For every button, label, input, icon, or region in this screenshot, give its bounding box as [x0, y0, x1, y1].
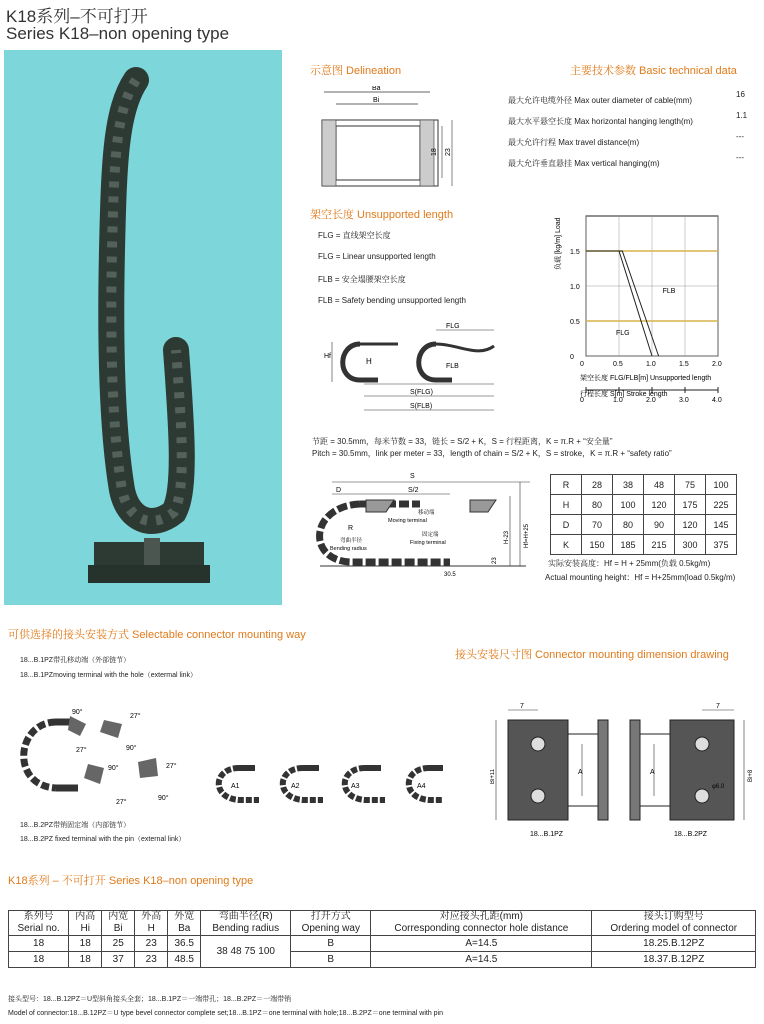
col-opening: 打开方式 Opening way — [291, 911, 371, 936]
delineation-drawing — [318, 86, 468, 194]
chart-series-label: FLB — [662, 288, 676, 295]
chart-xtick: 1.0 — [646, 361, 656, 368]
col-serial: 系列号 Serial no. — [9, 911, 69, 936]
dim-bi: Bi — [373, 97, 380, 104]
pitch-cn: 节距 = 30.5mm，每米节数 = 33，链长 = S/2 + K，S = 行程距离，K = π.R + “安全量” — [312, 437, 613, 446]
pitch-en: Pitch = 30.5mm，link per meter = 33，length of chain = S/2 + K，S = stroke，K = π.R + “safety ratio” — [312, 449, 672, 458]
col-ba: 外宽 Ba — [168, 911, 201, 936]
angle-label: 90° — [72, 709, 83, 716]
s-label: S — [410, 473, 415, 480]
table-row — [551, 515, 737, 535]
table-row — [551, 475, 737, 495]
page-title-en: Series K18–non opening type — [6, 24, 230, 43]
table-cell: B — [291, 952, 371, 968]
unsupported-heading: 架空长度 Unsupported length — [310, 209, 454, 221]
tech-row — [508, 132, 758, 153]
variant-a2 — [283, 768, 323, 800]
radius-cn: 弯曲半径 — [340, 538, 363, 544]
table-cell: 36.5 — [168, 936, 201, 952]
tech-row-label: 最大允许垂直悬挂 Max vertical hanging(m) — [508, 159, 660, 168]
col-hi: 内高 Hi — [69, 911, 102, 936]
chart-xtick: 0.5 — [613, 361, 623, 368]
delineation-heading: 示意图 Delineation — [310, 65, 402, 77]
variant-label: A3 — [351, 783, 360, 790]
chart-x2tick: 4.0 — [712, 397, 722, 404]
angle-label: 27° — [166, 763, 177, 770]
angle-label: 90° — [158, 795, 169, 802]
table-cell: 100 — [706, 475, 737, 495]
dim-ba: Ba — [372, 86, 381, 92]
unsupported-line: FLB = 安全塌腰架空长度 — [318, 275, 406, 284]
table-cell: 145 — [706, 515, 737, 535]
chart-xtick: 0 — [580, 361, 584, 368]
connector-heading: 可供选择的接头安装方式 Selectable connector mounting way — [8, 629, 306, 641]
radius-cell: 38 48 75 100 — [201, 936, 291, 968]
table-cell: 25 — [102, 936, 135, 952]
dim-23: 23 — [445, 148, 452, 156]
series-heading: K18系列 – 不可打开 Series K18–non opening type — [8, 875, 254, 887]
b2-cn: 18...B.2PZ带销固定端（内部链节） — [20, 822, 131, 829]
radius-table — [550, 474, 737, 555]
table-cell: D — [551, 515, 582, 535]
dimdraw-heading: 接头安装尺寸图 Connector mounting dimension drawing — [455, 649, 729, 661]
table-cell: 18 — [69, 952, 102, 968]
chart-series — [586, 251, 676, 356]
dimension-drawing — [490, 700, 758, 840]
unsupported-line: FLG = 直线架空长度 — [318, 231, 391, 240]
h-label: H — [366, 357, 372, 366]
s2-label: S/2 — [408, 487, 419, 494]
table-header-row — [9, 911, 756, 936]
a-label: A — [650, 769, 655, 776]
chart-x2tick: 0 — [580, 397, 584, 404]
unsupported-list — [318, 230, 466, 318]
chart-x2label: 行程长度 S[m] Stroke length — [580, 391, 668, 398]
tech-row — [508, 90, 758, 111]
bi11-label: Bi+11 — [490, 768, 496, 784]
side-drawing — [300, 466, 540, 584]
r-label: R — [348, 525, 354, 532]
table-cell: 80 — [582, 495, 613, 515]
angle-label: 27° — [76, 747, 87, 754]
table-cell: H — [551, 495, 582, 515]
variants-drawing — [205, 760, 445, 810]
chart-ytick: 0 — [570, 354, 574, 361]
table-cell: A=14.5 — [371, 952, 592, 968]
tech-list — [508, 90, 758, 174]
table-cell: 18 — [69, 936, 102, 952]
fixing-en: Fixing terminal — [410, 540, 446, 546]
chart-grid — [586, 216, 718, 356]
table-cell: 23 — [135, 936, 168, 952]
table-cell: 18.37.B.12PZ — [592, 952, 756, 968]
unsupported-line: FLB = Safety bending unsupported length — [318, 296, 466, 305]
tech-row-label: 最大允许电缆外径 Max outer diameter of cable(mm) — [508, 96, 693, 105]
tech-row-value: 1.1 — [736, 111, 748, 120]
col-model: 接头订购型号 Ordering model of connector — [592, 911, 756, 936]
seven-label: 7 — [520, 703, 524, 710]
product-photo — [4, 50, 282, 605]
moving-cn: 移动端 — [418, 510, 435, 516]
flg-label: FLG — [446, 323, 460, 330]
chart-x2tick: 3.0 — [679, 397, 689, 404]
table-cell: 185 — [613, 535, 644, 555]
chart-xtick: 2.0 — [712, 361, 722, 368]
right-label: 18...B.2PZ — [674, 831, 708, 838]
b2-en: 18...B.2PZ fixed terminal with the pin（external link） — [20, 836, 186, 843]
col-radius: 弯曲半径(R) Bending radius — [201, 911, 291, 936]
chart-ylabel: 负载 [kg/m] Load — [555, 217, 562, 270]
chart-series-label: FLG — [616, 330, 630, 337]
table-cell: 120 — [675, 515, 706, 535]
left-label: 18...B.1PZ — [530, 831, 564, 838]
tech-row — [508, 153, 758, 174]
variant-label: A1 — [231, 783, 240, 790]
tech-row-label: 最大水平悬空长度 Max horizontal hanging length(m) — [508, 117, 693, 126]
d-label: D — [336, 487, 342, 494]
table-cell: 150 — [582, 535, 613, 555]
sflb-label: S(FLB) — [410, 403, 433, 410]
table-cell: 120 — [644, 495, 675, 515]
dim-18: 18 — [431, 148, 438, 156]
unsupported-line: FLG = Linear unsupported length — [318, 252, 436, 261]
tech-heading: 主要技术参数 Basic technical data — [570, 65, 737, 77]
chart-series-line — [586, 251, 659, 356]
table-row — [9, 936, 756, 952]
angle-label: 90° — [126, 745, 137, 752]
variant-a3 — [345, 768, 385, 800]
tech-row-label: 最大允许行程 Max travel distance(m) — [508, 138, 640, 147]
load-chart — [550, 208, 760, 426]
table-cell: B — [291, 936, 371, 952]
table-cell: K — [551, 535, 582, 555]
side-305-label: 30.5 — [444, 572, 456, 578]
col-hole: 对应接头孔距(mm) Corresponding connector hole distance — [371, 911, 592, 936]
angle-label: 27° — [116, 799, 127, 806]
fixing-cn: 固定端 — [422, 532, 439, 538]
table-cell: 38 — [613, 475, 644, 495]
chart-x2tick: 1.0 — [613, 397, 623, 404]
bi8-label: Bi+8 — [748, 769, 754, 782]
chart-ytick: 1.0 — [570, 284, 580, 291]
tech-row-value: 16 — [736, 90, 745, 99]
table-cell: 48.5 — [168, 952, 201, 968]
footer-cn: 接头型号：18...B.12PZ＝U型斜角接头全套；18...B.1PZ＝一端带孔；18...B.2PZ＝一端带销 — [8, 996, 292, 1003]
table-cell: 18 — [9, 952, 69, 968]
connector-angle-drawing — [8, 700, 194, 810]
table-cell: 90 — [644, 515, 675, 535]
h23-label: H-23 — [504, 530, 510, 544]
series-table — [8, 910, 756, 968]
tech-row — [508, 111, 758, 132]
chart-ytick: 0.5 — [570, 319, 580, 326]
table-cell: 37 — [102, 952, 135, 968]
a-label: A — [578, 769, 583, 776]
table-cell: A=14.5 — [371, 936, 592, 952]
table-cell: 215 — [644, 535, 675, 555]
side-23-label: 23 — [492, 557, 498, 564]
table-row — [9, 952, 756, 968]
table-cell: 75 — [675, 475, 706, 495]
table-cell: 225 — [706, 495, 737, 515]
chart-x2tick: 2.0 — [646, 397, 656, 404]
variant-a1 — [219, 768, 259, 800]
footer-en: Model of connector:18...B.12PZ＝U type bevel connector complete set;18...B.1PZ＝one terminal with hole;18...B.2PZ＝one terminal with pin — [8, 1010, 443, 1017]
variant-label: A2 — [291, 783, 300, 790]
radius-en: Bending radius — [330, 546, 367, 552]
table-cell: 100 — [613, 495, 644, 515]
seven-label: 7 — [716, 703, 720, 710]
mounting-en: Actual mounting height：Hf = H+25mm(load 0.5kg/m) — [545, 573, 736, 582]
moving-en: Moving terminal — [388, 518, 427, 524]
dia-label: φ6.0 — [712, 784, 725, 790]
flb-label: FLB — [446, 363, 459, 370]
variant-a4 — [409, 768, 443, 800]
sflg-label: S(FLG) — [410, 389, 433, 396]
table-cell: 300 — [675, 535, 706, 555]
angle-label: 90° — [108, 765, 119, 772]
table-cell: 28 — [582, 475, 613, 495]
tech-row-value: --- — [736, 132, 744, 141]
table-cell: 175 — [675, 495, 706, 515]
table-row — [551, 495, 737, 515]
variant-label: A4 — [417, 783, 426, 790]
hf-label: Hf — [324, 353, 331, 360]
unsupported-drawing — [318, 318, 508, 418]
table-cell: 18 — [9, 936, 69, 952]
col-bi: 内宽 Bi — [102, 911, 135, 936]
table-cell: 48 — [644, 475, 675, 495]
drag-chain-photo — [4, 50, 282, 605]
chart-xtick: 1.5 — [679, 361, 689, 368]
tech-row-value: --- — [736, 153, 744, 162]
b1-cn: 18...B.1PZ带孔移动端（外部链节） — [20, 657, 131, 664]
col-h: 外高 H — [135, 911, 168, 936]
table-cell: 375 — [706, 535, 737, 555]
chart-ytick: 1.5 — [570, 249, 580, 256]
table-cell: 18.25.B.12PZ — [592, 936, 756, 952]
angle-label: 27° — [130, 713, 141, 720]
page-title-cn: K18系列–不可打开 — [6, 7, 148, 26]
table-cell: 80 — [613, 515, 644, 535]
table-cell: 70 — [582, 515, 613, 535]
table-cell: R — [551, 475, 582, 495]
b1-en: 18...B.1PZmoving terminal with the hole（extermal link） — [20, 672, 198, 679]
mounting-cn: 实际安装高度：Hf = H + 25mm(负载 0.5kg/m) — [548, 559, 711, 568]
table-row — [551, 535, 737, 555]
table-cell: 23 — [135, 952, 168, 968]
hf-side-label: Hf=H+25 — [524, 523, 530, 548]
chart-xlabel: 架空长度 FLG/FLB[m] Unsupported length — [580, 375, 712, 382]
